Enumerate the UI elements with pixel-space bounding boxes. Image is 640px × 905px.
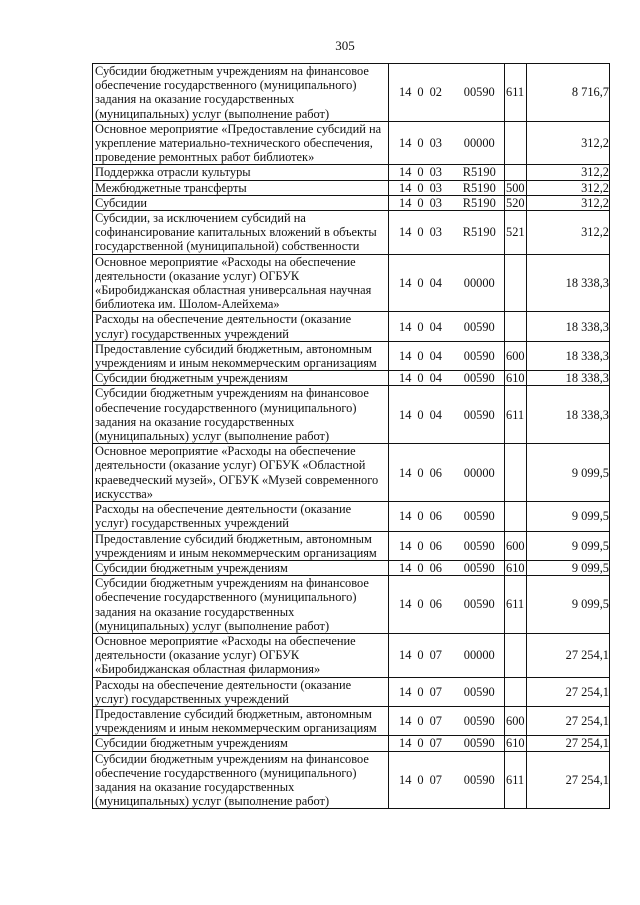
table-row (93, 341, 610, 370)
program-code: 07 (429, 648, 442, 663)
subsection-code: 0 (417, 684, 424, 699)
expense-type-code: 600 (505, 341, 527, 370)
code-parts (391, 597, 453, 611)
subsection-code: 0 (417, 560, 424, 575)
section-code: 14 (399, 684, 412, 699)
row-classification-code (389, 195, 455, 210)
section-code: 14 (399, 348, 412, 363)
code-parts (391, 773, 453, 787)
target-article-code: R5190 (455, 211, 505, 255)
amount: 27 254,1 (527, 706, 610, 735)
program-code: 04 (429, 319, 442, 334)
amount: 27 254,1 (527, 736, 610, 751)
section-code: 14 (399, 560, 412, 575)
code-parts (391, 320, 453, 334)
row-name: Основное мероприятие «Расходы на обеспечение деятельности (оказание услуг) ОГБУК «Биробиджанская областная филармония» (93, 633, 389, 677)
expense-type-code (505, 121, 527, 165)
code-parts (391, 349, 453, 363)
section-code: 14 (399, 465, 412, 480)
amount: 9 099,5 (527, 502, 610, 531)
row-classification-code (389, 444, 455, 502)
program-code: 06 (429, 538, 442, 553)
code-parts (391, 736, 453, 750)
row-name: Субсидии бюджетным учреждениям (93, 736, 389, 751)
section-code: 14 (399, 509, 412, 524)
table-row (93, 633, 610, 677)
expense-type-code: 600 (505, 531, 527, 560)
target-article-code: 00000 (455, 444, 505, 502)
subsection-code: 0 (417, 195, 424, 210)
table-row (93, 211, 610, 255)
expense-type-code: 610 (506, 736, 525, 751)
target-article-code: R5190 (455, 180, 505, 195)
row-name: Основное мероприятие «Расходы на обеспечение деятельности (оказание услуг) ОГБУК «Областной краеведческий музей», ОГБУК «Музей современного искусства» (93, 444, 389, 502)
program-code: 03 (429, 136, 442, 151)
code-parts (391, 136, 453, 150)
amount: 18 338,3 (527, 386, 610, 444)
program-code: 04 (429, 371, 442, 386)
code-parts (391, 85, 453, 99)
subsection-code: 0 (417, 136, 424, 151)
amount: 8 716,7 (527, 64, 610, 122)
target-article-code: 00590 (455, 736, 505, 751)
code-parts (391, 685, 453, 699)
table-row (93, 371, 610, 386)
section-code: 14 (399, 597, 412, 612)
target-article-code: 00590 (455, 502, 505, 531)
program-code: 04 (429, 348, 442, 363)
code-parts (391, 561, 453, 575)
section-code: 14 (399, 371, 412, 386)
amount: 27 254,1 (527, 751, 610, 809)
program-code: 02 (429, 85, 442, 100)
expense-type-code: 610 (506, 371, 525, 386)
target-article-code: R5190 (455, 195, 505, 210)
section-code: 14 (399, 648, 412, 663)
program-code: 07 (429, 736, 442, 751)
amount: 18 338,3 (527, 254, 610, 312)
row-name: Субсидии бюджетным учреждениям (93, 371, 389, 386)
amount: 312,2 (527, 165, 610, 180)
program-code: 03 (429, 225, 442, 240)
expense-type-code: 610 (506, 560, 525, 575)
amount: 18 338,3 (527, 371, 610, 386)
table-row (93, 195, 610, 210)
section-code: 14 (399, 85, 412, 100)
row-classification-code (389, 386, 455, 444)
section-code: 14 (399, 772, 412, 787)
subsection-code: 0 (417, 407, 424, 422)
expense-type-code (505, 677, 527, 706)
subsection-code: 0 (417, 714, 424, 729)
code-parts (391, 648, 453, 662)
program-code: 07 (429, 714, 442, 729)
row-classification-code (389, 341, 455, 370)
budget-table (92, 63, 610, 809)
subsection-code: 0 (417, 736, 424, 751)
section-code: 14 (399, 714, 412, 729)
section-code: 14 (399, 538, 412, 553)
row-classification-code (389, 165, 455, 180)
subsection-code: 0 (417, 509, 424, 524)
amount: 18 338,3 (527, 312, 610, 341)
amount: 312,2 (527, 211, 610, 255)
program-code: 04 (429, 407, 442, 422)
table-row (93, 677, 610, 706)
subsection-code: 0 (417, 319, 424, 334)
table-row (93, 502, 610, 531)
code-parts (391, 408, 453, 422)
subsection-code: 0 (417, 180, 424, 195)
target-article-code: 00590 (455, 386, 505, 444)
program-code: 04 (429, 275, 442, 290)
expense-type-code (505, 312, 527, 341)
row-name: Предоставление субсидий бюджетным, автономным учреждениям и иным некоммерческим организациям (93, 341, 389, 370)
row-classification-code (389, 531, 455, 560)
section-code: 14 (399, 736, 412, 751)
target-article-code: 00590 (455, 677, 505, 706)
section-code: 14 (399, 195, 412, 210)
amount: 312,2 (527, 121, 610, 165)
row-name: Субсидии (93, 195, 389, 210)
subsection-code: 0 (417, 648, 424, 663)
row-classification-code (389, 121, 455, 165)
row-classification-code (389, 677, 455, 706)
program-code: 06 (429, 597, 442, 612)
target-article-code: 00000 (455, 254, 505, 312)
program-code: 06 (429, 465, 442, 480)
row-classification-code (389, 633, 455, 677)
subsection-code: 0 (417, 597, 424, 612)
target-article-code: 00590 (455, 312, 505, 341)
amount: 9 099,5 (527, 531, 610, 560)
row-classification-code (389, 371, 455, 386)
subsection-code: 0 (417, 465, 424, 480)
row-name: Субсидии бюджетным учреждениям на финансовое обеспечение государственного (муниципального) задания на оказание государственных (муниципальных) услуг (выполнение работ) (93, 751, 389, 809)
row-name: Субсидии бюджетным учреждениям на финансовое обеспечение государственного (муниципального) задания на оказание государственных (муниципальных) услуг (выполнение работ) (93, 386, 389, 444)
row-name: Расходы на обеспечение деятельности (оказание услуг) государственных учреждений (93, 677, 389, 706)
code-parts (391, 466, 453, 480)
expense-type-code: 521 (505, 211, 527, 255)
target-article-code: 00590 (455, 531, 505, 560)
expense-type-code (505, 165, 527, 180)
page-number: 305 (335, 38, 355, 53)
code-parts (391, 509, 453, 523)
amount: 9 099,5 (527, 560, 610, 575)
code-parts (391, 714, 453, 728)
section-code: 14 (399, 275, 412, 290)
subsection-code: 0 (417, 275, 424, 290)
amount: 27 254,1 (527, 677, 610, 706)
code-parts (391, 196, 453, 210)
target-article-code: 00590 (455, 576, 505, 634)
table-row (93, 64, 610, 122)
table-row (93, 254, 610, 312)
section-code: 14 (399, 136, 412, 151)
expense-type-code: 600 (505, 706, 527, 735)
target-article-code: 00000 (455, 633, 505, 677)
code-parts (391, 165, 453, 179)
table-row (93, 706, 610, 735)
target-article-code: R5190 (455, 165, 505, 180)
row-classification-code (389, 64, 455, 122)
table-row (93, 165, 610, 180)
row-name: Субсидии, за исключением субсидий на софинансирование капитальных вложений в объекты государственной (муниципальной) собственности (93, 211, 389, 255)
table-row (93, 312, 610, 341)
amount: 312,2 (527, 180, 610, 195)
target-article-code: 00590 (455, 64, 505, 122)
target-article-code: 00000 (455, 121, 505, 165)
program-code: 03 (429, 180, 442, 195)
target-article-code: 00590 (455, 560, 505, 575)
table-row (93, 736, 610, 751)
table-row (93, 560, 610, 575)
program-code: 03 (429, 165, 442, 180)
amount: 9 099,5 (527, 576, 610, 634)
row-classification-code (389, 576, 455, 634)
section-code: 14 (399, 407, 412, 422)
row-name: Поддержка отрасли культуры (93, 165, 389, 180)
program-code: 06 (429, 509, 442, 524)
row-name: Предоставление субсидий бюджетным, автономным учреждениям и иным некоммерческим организациям (93, 531, 389, 560)
expense-type-code: 611 (505, 751, 527, 809)
program-code: 06 (429, 560, 442, 575)
table-row (93, 386, 610, 444)
program-code: 07 (429, 772, 442, 787)
program-code: 03 (429, 195, 442, 210)
subsection-code: 0 (417, 165, 424, 180)
row-classification-code (389, 312, 455, 341)
row-name: Основное мероприятие «Расходы на обеспечение деятельности (оказание услуг) ОГБУК «Биробиджанская областная универсальная научная библиотека им. Шолом-Алейхема» (93, 254, 389, 312)
row-classification-code (389, 502, 455, 531)
row-name: Расходы на обеспечение деятельности (оказание услуг) государственных учреждений (93, 502, 389, 531)
target-article-code: 00590 (455, 706, 505, 735)
row-name: Субсидии бюджетным учреждениям (93, 560, 389, 575)
subsection-code: 0 (417, 225, 424, 240)
target-article-code: 00590 (455, 341, 505, 370)
expense-type-code: 611 (505, 576, 527, 634)
expense-type-code (505, 254, 527, 312)
row-name: Межбюджетные трансферты (93, 180, 389, 195)
row-name: Предоставление субсидий бюджетным, автономным учреждениям и иным некоммерческим организациям (93, 706, 389, 735)
expense-type-code: 500 (506, 180, 525, 195)
table-row (93, 531, 610, 560)
target-article-code: 00590 (455, 371, 505, 386)
table-row (93, 121, 610, 165)
code-parts (391, 181, 453, 195)
expense-type-code: 520 (506, 195, 525, 210)
amount: 312,2 (527, 195, 610, 210)
row-name: Субсидии бюджетным учреждениям на финансовое обеспечение государственного (муниципального) задания на оказание государственных (муниципальных) услуг (выполнение работ) (93, 64, 389, 122)
row-classification-code (389, 560, 455, 575)
amount: 27 254,1 (527, 633, 610, 677)
code-parts (391, 371, 453, 385)
expense-type-code (505, 444, 527, 502)
table-row (93, 576, 610, 634)
code-parts (391, 276, 453, 290)
row-name: Расходы на обеспечение деятельности (оказание услуг) государственных учреждений (93, 312, 389, 341)
row-classification-code (389, 211, 455, 255)
section-code: 14 (399, 225, 412, 240)
row-name: Основное мероприятие «Предоставление субсидий на укрепление материально-технического обеспечения, проведение ремонтных работ библиотек» (93, 121, 389, 165)
expense-type-code (505, 633, 527, 677)
row-name: Субсидии бюджетным учреждениям на финансовое обеспечение государственного (муниципального) задания на оказание государственных (муниципальных) услуг (выполнение работ) (93, 576, 389, 634)
table-row (93, 180, 610, 195)
subsection-code: 0 (417, 538, 424, 553)
expense-type-code: 611 (505, 386, 527, 444)
program-code: 07 (429, 684, 442, 699)
subsection-code: 0 (417, 371, 424, 386)
row-classification-code (389, 751, 455, 809)
amount: 18 338,3 (527, 341, 610, 370)
row-classification-code (389, 736, 455, 751)
subsection-code: 0 (417, 348, 424, 363)
table-row (93, 444, 610, 502)
code-parts (391, 225, 453, 239)
section-code: 14 (399, 180, 412, 195)
table-row (93, 751, 610, 809)
subsection-code: 0 (417, 772, 424, 787)
code-parts (391, 539, 453, 553)
budget-table-body (93, 64, 610, 809)
row-classification-code (389, 254, 455, 312)
section-code: 14 (399, 319, 412, 334)
row-classification-code (389, 180, 455, 195)
row-classification-code (389, 706, 455, 735)
expense-type-code (505, 502, 527, 531)
target-article-code: 00590 (455, 751, 505, 809)
section-code: 14 (399, 165, 412, 180)
subsection-code: 0 (417, 85, 424, 100)
amount: 9 099,5 (527, 444, 610, 502)
expense-type-code: 611 (505, 64, 527, 122)
